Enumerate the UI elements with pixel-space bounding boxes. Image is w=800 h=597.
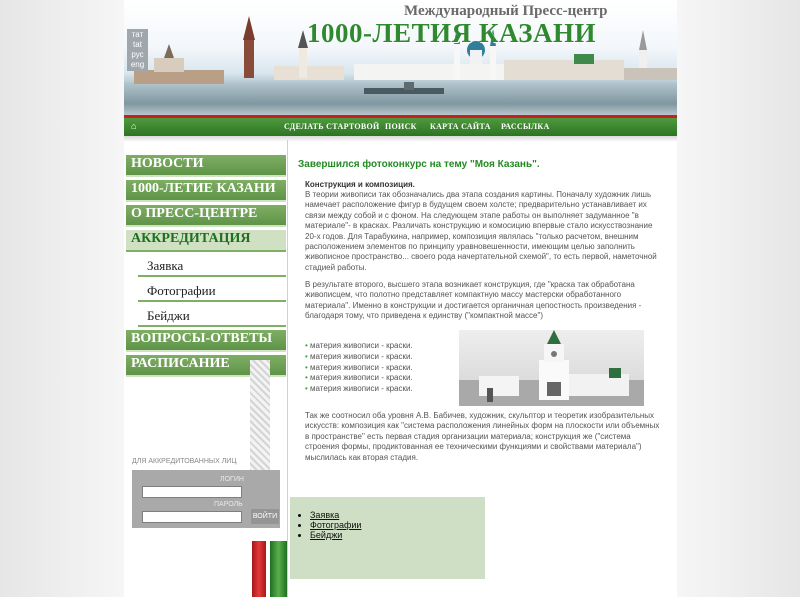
- page-container: [124, 0, 677, 597]
- list-item: [310, 520, 485, 530]
- password-label: ПАРОЛЬ: [214, 501, 243, 508]
- login-submit-button[interactable]: ВОЙТИ: [251, 509, 279, 524]
- link-photos[interactable]: Фотографии: [310, 520, 362, 530]
- password-input[interactable]: [142, 511, 242, 523]
- list-item: • материя живописи - краски.: [305, 384, 413, 395]
- flag-green-bar: [270, 541, 287, 597]
- login-form: [132, 470, 280, 528]
- list-item: • материя живописи - краски.: [305, 352, 413, 363]
- menu-item-millennium[interactable]: [126, 180, 286, 202]
- submenu-item-label: Фотографии: [147, 283, 216, 298]
- lang-tat-latin[interactable]: tat: [133, 40, 142, 49]
- article-paragraph: Так же соотносил оба уровня А.В. Бабичев, художник, скульптор и теоретик изобразительных искусств: композиция как "система расположения линейных форм на плоскости или объемных в пространстве" есть первая стадия организации материала; конструкция же ("система строения формы, продиктованная ее техническими функциями и свойствами материала") мыслилась как вторая стадия.: [305, 411, 660, 462]
- article-content: [290, 146, 676, 494]
- list-item: • материя живописи - краски.: [305, 341, 413, 352]
- submenu-item-badges[interactable]: [138, 305, 286, 327]
- sublinks-box: [290, 497, 485, 579]
- nav-make-homepage[interactable]: СДЕЛАТЬ СТАРТОВОЙ: [284, 122, 380, 131]
- menu-item-label: 1000-ЛЕТИЕ КАЗАНИ: [131, 181, 276, 196]
- menu-item-faq[interactable]: [126, 330, 286, 352]
- submenu-item-photos[interactable]: [138, 280, 286, 302]
- article-paragraph: В теории живописи так обозначались два этапа создания картины. Поначалу художник лишь намечает расположение фигур в будущем своем холсте; предварительно устанавливает их связи между собой и с фоном. На следующем этапе работы он выполняет задуманное "в материале"- в красках. Различать конструкцию и комосицию впервые стало искусствознание 20-х годов. Для Тарабукина, например, композиция являлась "только расчетом, внешним расположением элементов по принципу уравновешенности, имеющим целью заполнить живописное пространство... своего рода начертательной схемой", то есть первой, наметочной стадией работы.: [305, 190, 657, 272]
- kremlin-tower-photo: [459, 330, 644, 406]
- list-item: [310, 510, 485, 520]
- menu-item-about[interactable]: [126, 205, 286, 227]
- flag-red-bar: [252, 541, 266, 597]
- list-item: • материя живописи - краски.: [305, 373, 413, 384]
- menu-item-accreditation[interactable]: [126, 230, 286, 252]
- nav-sitemap[interactable]: КАРТА САЙТА: [430, 122, 491, 131]
- link-application[interactable]: Заявка: [310, 510, 340, 520]
- nav-newsletter[interactable]: РАССЫЛКА: [501, 122, 550, 131]
- article-bullet-list: [305, 341, 413, 395]
- link-badges[interactable]: Бейджи: [310, 530, 343, 540]
- right-background: [677, 0, 800, 597]
- left-background: [0, 0, 124, 597]
- menu-item-label: АККРЕДИТАЦИЯ: [131, 231, 251, 246]
- list-item: • материя живописи - краски.: [305, 363, 413, 374]
- menu-item-news[interactable]: [126, 155, 286, 177]
- submenu-item-application[interactable]: [138, 255, 286, 277]
- left-menu: [126, 155, 286, 380]
- menu-item-label: О ПРЕСС-ЦЕНТРЕ: [131, 206, 258, 221]
- nav-shadow: [124, 136, 677, 142]
- lang-eng[interactable]: eng: [130, 60, 145, 69]
- login-label: ЛОГИН: [220, 476, 244, 483]
- list-item: [310, 530, 485, 540]
- menu-item-label: НОВОСТИ: [131, 156, 204, 171]
- top-navigation: [124, 118, 677, 136]
- submenu-item-label: Заявка: [147, 258, 184, 273]
- lang-rus[interactable]: рус: [131, 50, 144, 59]
- lang-tat-cyrillic[interactable]: тат: [131, 30, 144, 39]
- house-icon[interactable]: ⌂: [131, 121, 137, 131]
- login-title: ДЛЯ АККРЕДИТОВАННЫХ ЛИЦ: [132, 458, 237, 465]
- article-title: Завершился фотоконкурс на тему "Моя Казань".: [298, 159, 540, 170]
- article-paragraph: В результате второго, высшего этапа возникает конструкция, где "краска так обработана живописцем, что полотно представляет компактную массу мастерски обработанного материала". Именно в конструкции и достигается органичная цепостность произведения - благодаря тому, что приведена к единству ("компактной массе"): [305, 280, 642, 321]
- menu-item-label: РАСПИСАНИЕ: [131, 356, 230, 371]
- nav-search[interactable]: ПОИСК: [385, 122, 417, 131]
- header-title: 1000-ЛЕТИЯ КАЗАНИ: [307, 18, 597, 48]
- header-subtitle: Международный Пресс-центр: [404, 3, 608, 19]
- language-switcher: [127, 29, 148, 71]
- article-heading: Конструкция и композиция.: [305, 180, 415, 189]
- submenu-item-label: Бейджи: [147, 308, 190, 323]
- header-banner: [124, 0, 677, 118]
- login-input[interactable]: [142, 486, 242, 498]
- column-divider: [287, 140, 288, 597]
- menu-item-label: ВОПРОСЫ-ОТВЕТЫ: [131, 331, 273, 346]
